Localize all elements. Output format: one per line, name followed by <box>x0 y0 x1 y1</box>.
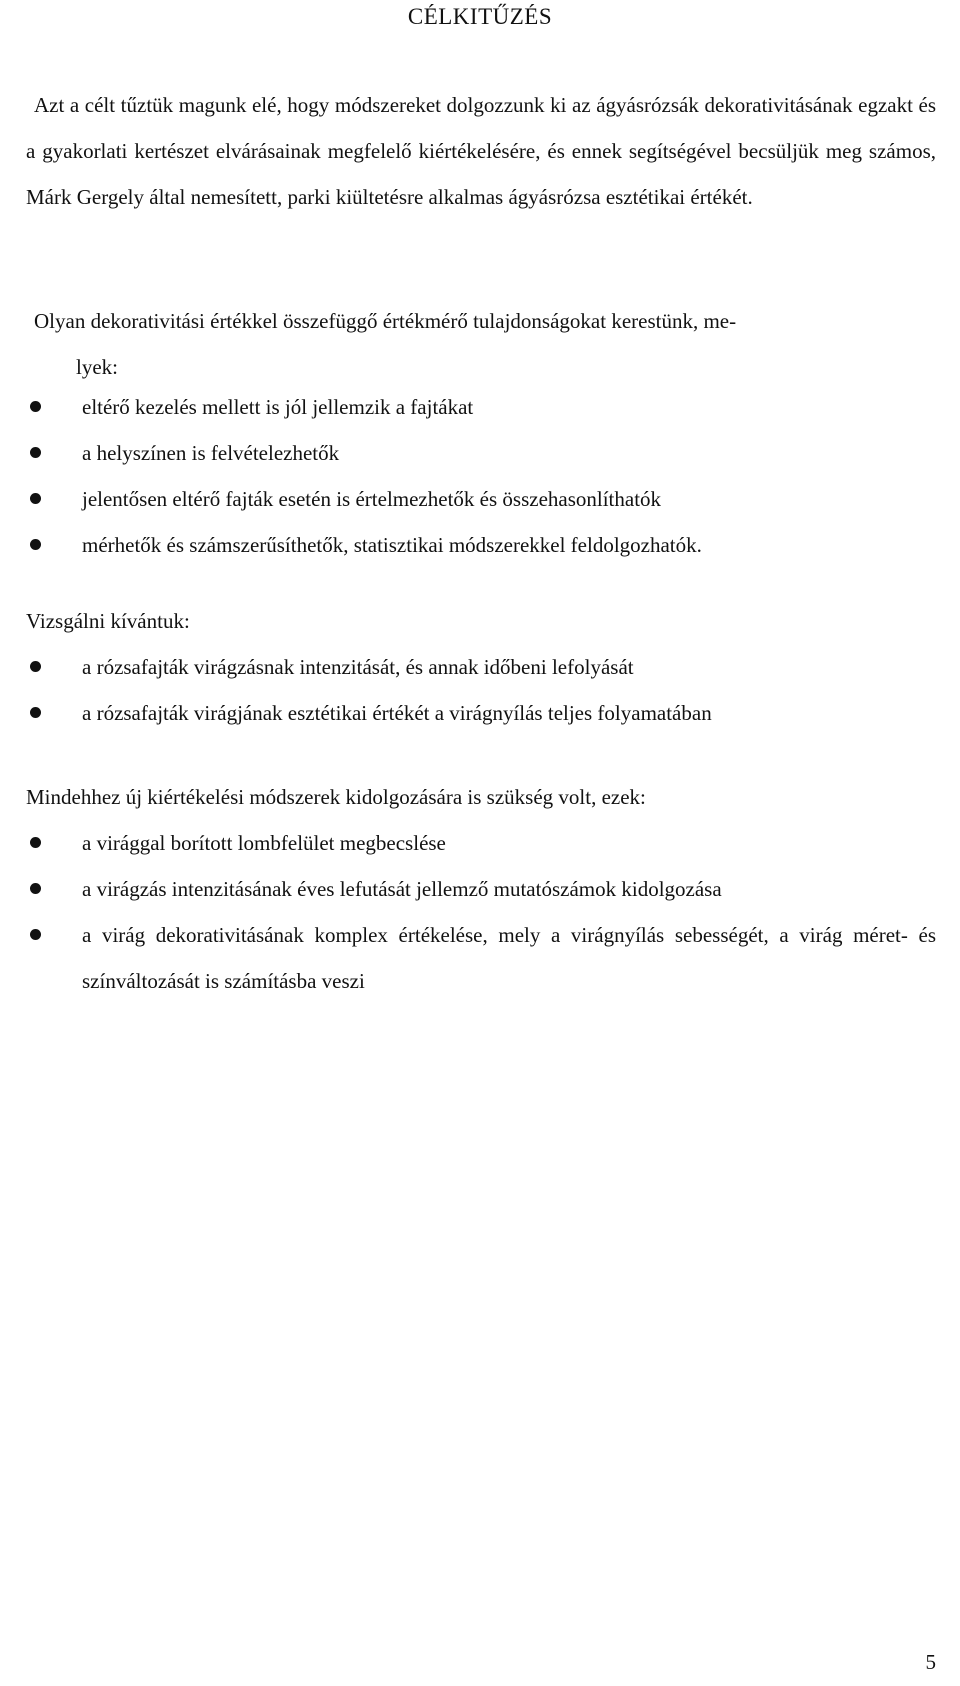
intro-paragraph: Azt a célt tűztük magunk elé, hogy módszereket dolgozzunk ki az ágyásrózsák dekorativitásának egzakt és a gyakorlati kertészet elvárásainak megfelelő kiértékelésére, és ennek segítségével becsüljük meg számos, Márk Gergely által nemesített, parki kiültetésre alkalmas ágyásrózsa esztétikai értékét. <box>26 93 936 209</box>
list-item: a rózsafajták virágzásnak intenzitását, és annak időbeni lefolyását <box>0 644 960 690</box>
list-item: a rózsafajták virágjának esztétikai értékét a virágnyílás teljes folyamatában <box>0 690 960 736</box>
section2-list <box>0 644 960 736</box>
section1-lead <box>34 298 934 390</box>
bullet-icon <box>30 401 41 412</box>
section2-lead: Vizsgálni kívántuk: <box>26 609 190 633</box>
page-title: CÉLKITŰZÉS <box>407 4 553 29</box>
section3-list <box>0 820 960 1004</box>
bullet-icon <box>30 447 41 458</box>
bullet-icon <box>30 707 41 718</box>
list-item: eltérő kezelés mellett is jól jellemzik a fajtákat <box>0 384 960 430</box>
section1-lead-first: Olyan dekorativitási értékkel összefüggő értékmérő tulajdonságokat kerestünk, me- <box>34 309 737 333</box>
page-number: 5 <box>925 1650 936 1674</box>
bullet-icon <box>30 883 41 894</box>
bullet-icon <box>30 493 41 504</box>
list-item: a virág dekorativitásának komplex értékelése, mely a virágnyílás sebességét, a virág méret- és színváltozását is számításba veszi <box>0 912 960 1004</box>
list-item: mérhetők és számszerűsíthetők, statisztikai módszerekkel feldolgozhatók. <box>0 522 960 568</box>
section1-list <box>0 384 960 568</box>
list-item: a helyszínen is felvételezhetők <box>0 430 960 476</box>
list-item: a virággal borított lombfelület megbecslése <box>0 820 960 866</box>
section1-lead-cont: lyek: <box>76 355 118 379</box>
list-item: a virágzás intenzitásának éves lefutását jellemző mutatószámok kidolgozása <box>0 866 960 912</box>
bullet-icon <box>30 661 41 672</box>
section3-lead: Mindehhez új kiértékelési módszerek kidolgozására is szükség volt, ezek: <box>26 785 646 809</box>
bullet-icon <box>30 837 41 848</box>
list-item: jelentősen eltérő fajták esetén is értelmezhetők és összehasonlíthatók <box>0 476 960 522</box>
bullet-icon <box>30 539 41 550</box>
bullet-icon <box>30 929 41 940</box>
